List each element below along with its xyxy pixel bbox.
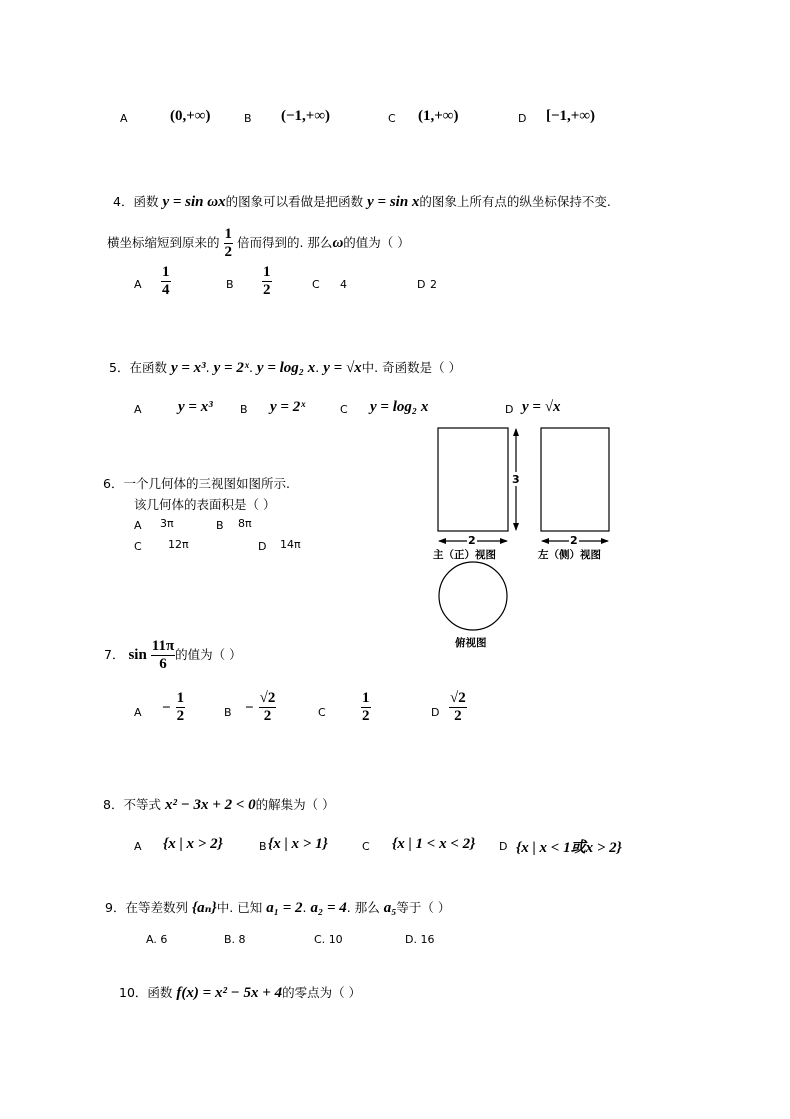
q8-option-b-label: B bbox=[259, 840, 267, 853]
q4-number: 4． bbox=[113, 194, 134, 209]
q9-sep: . bbox=[302, 900, 307, 915]
top-view-circle bbox=[439, 562, 507, 630]
q6-option-b-value: 8π bbox=[238, 517, 252, 530]
q3-option-b-label: B bbox=[244, 112, 252, 125]
q7-fraction bbox=[151, 638, 175, 673]
q8-stem bbox=[103, 795, 335, 814]
q4-option-a-value bbox=[161, 264, 171, 299]
q9-c-value: 10 bbox=[328, 933, 343, 946]
q9-a1: a₁ = 2 bbox=[266, 900, 303, 916]
q9-text-1: 在等差数列 bbox=[125, 900, 188, 915]
q8-option-d-value: {x | x < 1或x > 2} bbox=[516, 840, 622, 856]
q7-option-c-label: C bbox=[318, 706, 326, 719]
q7-frac-num: 11π bbox=[151, 638, 175, 654]
q4-text-6: 的值为（ ） bbox=[343, 235, 410, 250]
q9-text-4: 等于（ ） bbox=[396, 900, 451, 915]
q3-option-c-label: C bbox=[388, 112, 396, 125]
q8-text-1: 不等式 bbox=[123, 797, 161, 812]
q7-option-b-label: B bbox=[224, 706, 232, 719]
q7-option-b-value bbox=[245, 690, 276, 725]
q8-option-a-label: A bbox=[134, 840, 142, 853]
q6-option-b-label: B bbox=[216, 519, 224, 532]
q4-formula-1: y = sin ωx bbox=[162, 194, 226, 210]
q6-option-c-label: C bbox=[134, 540, 142, 553]
q4-fraction bbox=[224, 226, 234, 261]
q4-option-c-label: C bbox=[312, 278, 320, 291]
q6-option-a-label: A bbox=[134, 519, 142, 532]
q8-option-c-label: C bbox=[362, 840, 370, 853]
q8-option-a-value: {x | x > 2} bbox=[163, 836, 223, 852]
top-view-caption: 俯视图 bbox=[455, 637, 487, 649]
q4-option-d-label: D bbox=[417, 278, 426, 291]
q3-option-b-value: (−1,+∞) bbox=[281, 108, 331, 124]
q9-d-label: D. bbox=[405, 933, 417, 946]
q7-text-1: 的值为（ ） bbox=[175, 647, 242, 662]
q9-b-value: 8 bbox=[238, 933, 246, 946]
side-arrow-right bbox=[601, 538, 609, 544]
q6-option-a-value: 3π bbox=[160, 517, 174, 530]
q9-sequence: {aₙ} bbox=[191, 900, 217, 916]
q3-option-d-value: [−1,+∞) bbox=[546, 108, 596, 124]
q6-line-2: 该几何体的表面积是（ ） bbox=[134, 497, 276, 512]
q8-number: 8． bbox=[103, 797, 124, 812]
q5-func-1: y = x³ bbox=[170, 360, 206, 376]
q5-option-b-label: B bbox=[240, 403, 248, 416]
q5-stem bbox=[109, 358, 461, 377]
q5-sep-2: . bbox=[248, 360, 253, 375]
q8-inequality: x² − 3x + 2 < 0 bbox=[164, 797, 256, 813]
q9-option-b bbox=[224, 933, 246, 946]
q9-option-d bbox=[405, 933, 434, 946]
height-dim-label: 3 bbox=[512, 473, 520, 486]
side-arrow-left bbox=[541, 538, 549, 544]
q4-option-b-value bbox=[262, 264, 272, 299]
q9-text-2: 中. 已知 bbox=[216, 900, 263, 915]
q4-text-5: 倍而得到的. 那么 bbox=[236, 235, 333, 250]
q4-text-4: 横坐标缩短到原来的 bbox=[107, 235, 220, 250]
q9-option-c bbox=[314, 933, 343, 946]
q5-func-2: y = 2ˣ bbox=[213, 360, 249, 376]
q7-stem bbox=[104, 638, 242, 673]
q10-text-1: 函数 bbox=[147, 985, 173, 1000]
q4-text-2: 的图象可以看做是把函数 bbox=[225, 194, 364, 209]
q4-b-den: 2 bbox=[263, 282, 271, 298]
q10-function: f(x) = x² − 5x + 4 bbox=[176, 985, 283, 1001]
q3-option-a-value: (0,+∞) bbox=[170, 108, 211, 124]
q7-b-sign: − bbox=[245, 700, 254, 716]
q7-a-den: 2 bbox=[176, 708, 185, 724]
front-arrow-right bbox=[500, 538, 508, 544]
q5-sep-3: . bbox=[315, 360, 320, 375]
side-view-rect bbox=[541, 428, 609, 531]
q5-text-2: 中. 奇函数是（ ） bbox=[361, 360, 462, 375]
q7-frac-den: 6 bbox=[159, 656, 167, 672]
q7-c-den: 2 bbox=[362, 708, 370, 724]
q9-a-label: A. bbox=[146, 933, 157, 946]
side-width-label: 2 bbox=[570, 534, 578, 547]
height-arrow-bottom bbox=[513, 523, 519, 531]
q5-number: 5． bbox=[109, 360, 130, 375]
q4-line-2 bbox=[107, 226, 410, 261]
q4-line-1 bbox=[113, 192, 611, 211]
q4-a-den: 4 bbox=[162, 282, 170, 298]
q4-omega: ω bbox=[332, 235, 344, 251]
q10-text-2: 的零点为（ ） bbox=[282, 985, 362, 1000]
q4-formula-2: y = sin x bbox=[367, 194, 420, 210]
front-view-caption: 主（正）视图 bbox=[433, 549, 496, 561]
q6-line-1: 6．一个几何体的三视图如图所示. bbox=[103, 476, 290, 491]
q9-b-label: B. bbox=[224, 933, 236, 946]
q7-option-a-label: A bbox=[134, 706, 142, 719]
q7-b-den: 2 bbox=[263, 708, 272, 724]
q9-stem bbox=[105, 898, 450, 917]
front-view-rect bbox=[438, 428, 508, 531]
q10-stem bbox=[119, 983, 361, 1002]
q7-b-num: √2 bbox=[259, 690, 276, 706]
q5-option-c-value: y = log₂ x bbox=[370, 399, 429, 415]
q8-text-2: 的解集为（ ） bbox=[255, 797, 335, 812]
q5-option-a-value: y = x³ bbox=[178, 399, 213, 415]
q4-text-3: 的图象上所有点的纵坐标保持不变. bbox=[419, 194, 611, 209]
q7-option-a-value bbox=[162, 690, 185, 725]
side-view-caption: 左（侧）视图 bbox=[538, 549, 601, 561]
q5-option-a-label: A bbox=[134, 403, 142, 416]
q4-text-1: 函数 bbox=[133, 194, 159, 209]
q9-a5: a₅ bbox=[383, 900, 397, 916]
q10-number: 10． bbox=[119, 985, 148, 1000]
q7-a-sign: − bbox=[162, 700, 171, 716]
q9-number: 9． bbox=[105, 900, 126, 915]
q4-frac-num: 1 bbox=[224, 226, 232, 242]
q7-option-c-value bbox=[361, 690, 371, 725]
q7-a-num: 1 bbox=[176, 690, 185, 706]
q7-c-num: 1 bbox=[362, 690, 370, 706]
q3-option-c-value: (1,+∞) bbox=[418, 108, 459, 124]
q5-option-b-value: y = 2ˣ bbox=[270, 399, 306, 415]
q4-frac-den: 2 bbox=[224, 244, 232, 260]
q8-option-b-value: {x | x > 1} bbox=[268, 836, 328, 852]
q4-a-num: 1 bbox=[162, 264, 170, 280]
q7-d-den: 2 bbox=[454, 708, 462, 724]
q3-option-d-label: D bbox=[518, 112, 527, 125]
q5-option-d-label: D bbox=[505, 403, 514, 416]
q7-d-num: √2 bbox=[450, 690, 466, 706]
height-arrow-top bbox=[513, 428, 519, 436]
front-arrow-left bbox=[438, 538, 446, 544]
q5-func-4: y = √x bbox=[323, 360, 362, 376]
q4-option-a-label: A bbox=[134, 278, 142, 291]
q4-option-c-value: 4 bbox=[340, 278, 347, 291]
front-width-label: 2 bbox=[468, 534, 476, 547]
q5-sep-1: . bbox=[205, 360, 210, 375]
q5-option-d-value: y = √x bbox=[522, 399, 561, 415]
q7-sin: sin bbox=[128, 647, 147, 663]
q5-func-3: y = log₂ x bbox=[256, 360, 316, 376]
q5-text-1: 在函数 bbox=[129, 360, 167, 375]
q6-option-d-label: D bbox=[258, 540, 267, 553]
q4-option-b-label: B bbox=[226, 278, 234, 291]
q7-option-d-label: D bbox=[431, 706, 440, 719]
q9-d-value: 16 bbox=[420, 933, 435, 946]
q7-option-d-value bbox=[449, 690, 467, 725]
q9-text-3: . 那么 bbox=[346, 900, 380, 915]
q9-c-label: C. bbox=[314, 933, 326, 946]
q9-option-a bbox=[146, 933, 167, 946]
three-view-figure bbox=[430, 420, 620, 655]
q7-number: 7． bbox=[104, 647, 125, 662]
q9-a-value: 6 bbox=[160, 933, 168, 946]
q8-option-d-label: D bbox=[499, 840, 508, 853]
q6-option-d-value: 14π bbox=[280, 538, 301, 551]
q8-option-c-value: {x | 1 < x < 2} bbox=[392, 836, 476, 852]
q3-option-a-label: A bbox=[120, 112, 128, 125]
q6-option-c-value: 12π bbox=[168, 538, 189, 551]
q4-option-d-value: 2 bbox=[430, 278, 437, 291]
q5-option-c-label: C bbox=[340, 403, 348, 416]
q9-a2: a₂ = 4 bbox=[310, 900, 347, 916]
q4-b-num: 1 bbox=[263, 264, 271, 280]
